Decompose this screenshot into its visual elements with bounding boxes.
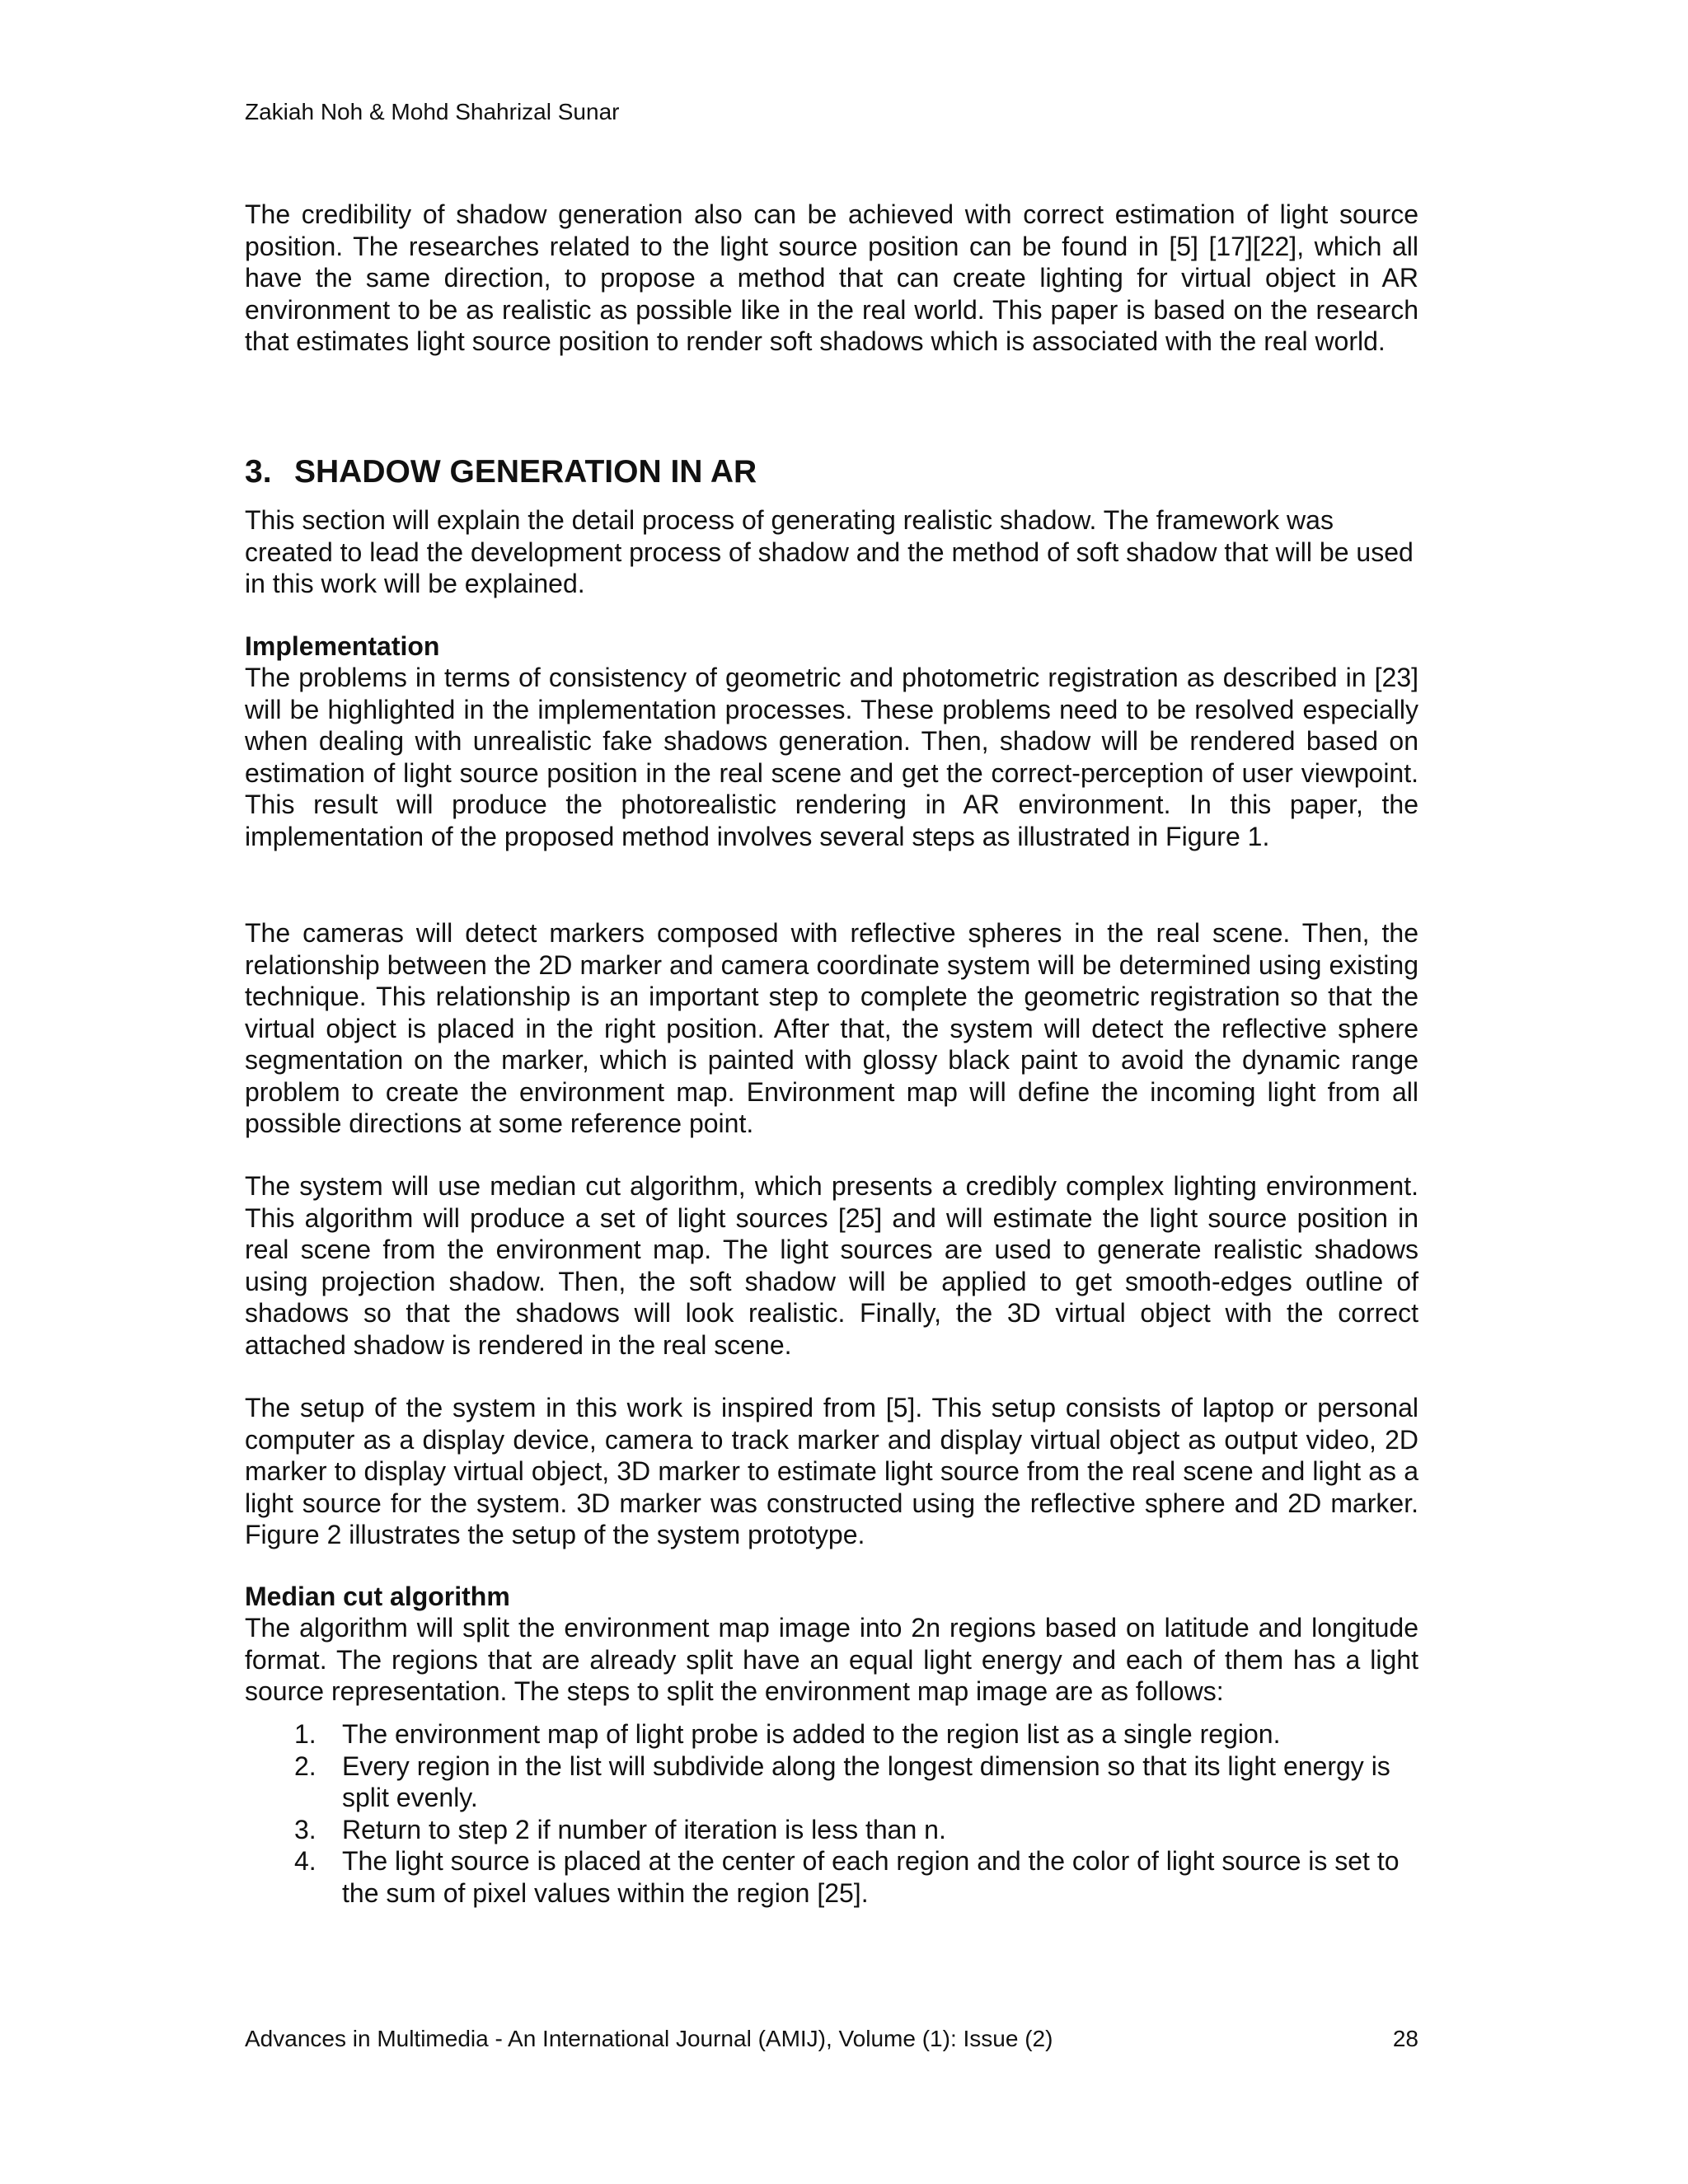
list-item-text: The light source is placed at the center of each region and the color of light source is set to the sum of pixel values within the region [25]. xyxy=(342,1846,1400,1908)
section-heading xyxy=(245,453,757,491)
list-item xyxy=(245,1750,1418,1814)
list-item xyxy=(245,1814,1418,1846)
implementation-paragraph: The system will use median cut algorithm, which presents a credibly complex lighting environment. This algorithm will produce a set of light sources [25] and will estimate the light source position in real scene from the environment map. The light sources are used to generate realistic shadows using projection shadow. Then, the soft shadow will be applied to get smooth-edges outline of shadows so that the shadows will look realistic. Finally, the 3D virtual object with the correct attached shadow is rendered in the real scene. xyxy=(245,1171,1418,1360)
section-number: 3. xyxy=(245,454,272,490)
median-cut-steps-list xyxy=(245,1718,1418,1909)
list-item-number: 1. xyxy=(294,1719,316,1749)
list-item xyxy=(245,1845,1418,1909)
page-footer xyxy=(245,2024,1418,2054)
median-cut-intro-paragraph: The algorithm will split the environment map image into 2n regions based on latitude and longitude format. The regions that are already split have an equal light energy and each of them has a light source representation. The steps to split the environment map image are as follows: xyxy=(245,1613,1418,1706)
section-title: SHADOW GENERATION IN AR xyxy=(294,454,757,490)
median-cut-heading: Median cut algorithm xyxy=(245,1582,510,1611)
implementation-paragraph: The problems in terms of consistency of geometric and photometric registration as described in [23] will be highlighted in the implementation processes. These problems need to be resolved especially when dealing with unrealistic fake shadows generation. Then, shadow will be rendered based on estimation of light source position in the real scene and get the correct-perception of user viewpoint. This result will produce the photorealistic rendering in AR environment. In this paper, the implementation of the proposed method involves several steps as illustrated in Figure 1. xyxy=(245,663,1418,851)
list-item-number: 3. xyxy=(294,1814,316,1844)
implementation-paragraph: The cameras will detect markers composed with reflective spheres in the real scene. Then, the relationship between the 2D marker and camera coordinate system will be determined using existing technique. This relationship is an important step to complete the geometric registration so that the virtual object is placed in the right position. After that, the system will detect the reflective sphere segmentation on the marker, which is painted with glossy black paint to avoid the dynamic range problem to create the environment map. Environment map will define the incoming light from all possible directions at some reference point. xyxy=(245,918,1418,1138)
footer-journal-title: Advances in Multimedia - An International Journal (AMIJ), Volume (1): Issue (2) xyxy=(245,2026,1053,2051)
running-header-authors: Zakiah Noh & Mohd Shahrizal Sunar xyxy=(245,99,620,124)
list-item-text: Every region in the list will subdivide along the longest dimension so that its light energy is split evenly. xyxy=(342,1750,1390,1812)
section-intro-paragraph: This section will explain the detail process of generating realistic shadow. The framework was created to lead the development process of shadow and the method of soft shadow that will be used in this work will be explained. xyxy=(245,505,1414,598)
list-item-text: The environment map of light probe is added to the region list as a single region. xyxy=(342,1719,1281,1749)
implementation-heading: Implementation xyxy=(245,631,440,661)
implementation-paragraph: The setup of the system in this work is inspired from [5]. This setup consists of laptop or personal computer as a display device, camera to track marker and display virtual object as output video, 2D marker to display virtual object, 3D marker to estimate light source from the real scene and light as a light source for the system. 3D marker was constructed using the reflective sphere and 2D marker. Figure 2 illustrates the setup of the system prototype. xyxy=(245,1393,1418,1549)
list-item xyxy=(245,1718,1418,1750)
intro-paragraph: The credibility of shadow generation also can be achieved with correct estimation of light source position. The researches related to the light source position can be found in [5] [17][22], which all have the same direction, to propose a method that can create lighting for virtual object in AR environment to be as realistic as possible like in the real world. This paper is based on the research that estimates light source position to render soft shadows which is associated with the real world. xyxy=(245,199,1418,356)
page-number: 28 xyxy=(1392,2026,1418,2051)
list-item-text: Return to step 2 if number of iteration is less than n. xyxy=(342,1814,946,1844)
list-item-number: 4. xyxy=(294,1846,316,1876)
list-item-number: 2. xyxy=(294,1750,316,1781)
